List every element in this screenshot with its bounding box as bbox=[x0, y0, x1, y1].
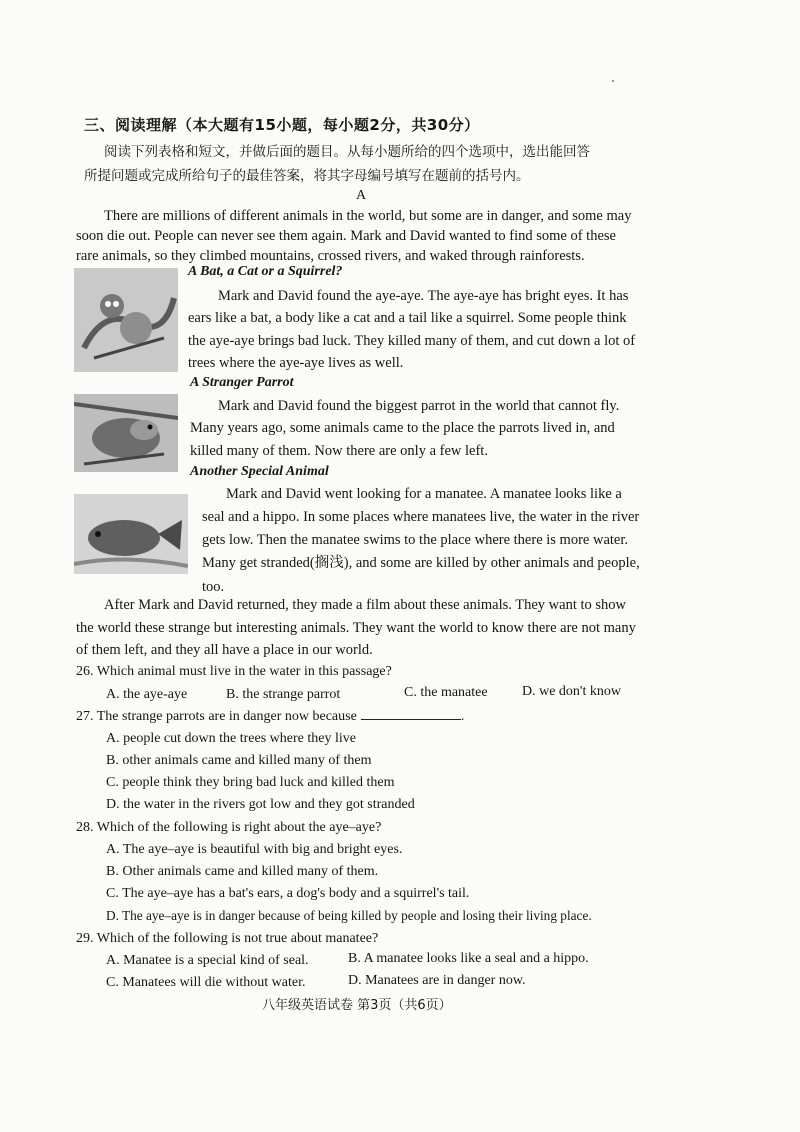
section-3-line-2: seal and a hippo. In some places where manatees live, the water in the river bbox=[202, 509, 640, 525]
question-26-stem: 26. Which animal must live in the water in this passage? bbox=[76, 664, 392, 679]
section-1-line-3: the aye-aye brings bad luck. They killed many of them, and cut down a lot of bbox=[188, 333, 636, 349]
question-26-option-c: C. the manatee bbox=[404, 685, 488, 700]
manatee-image bbox=[74, 494, 188, 574]
conclusion-line-3: of them left, and they all have a place in our world. bbox=[76, 642, 373, 658]
section-3-line-3: gets low. Then the manatee swims to the place where there is more water. bbox=[202, 532, 628, 548]
question-29-option-a: A. Manatee is a special kind of seal. bbox=[106, 953, 309, 968]
question-26-option-b: B. the strange parrot bbox=[226, 687, 341, 702]
scan-speck bbox=[612, 80, 614, 82]
intro-line-2: soon die out. People can never see them again. Mark and David wanted to find some of these bbox=[76, 228, 616, 244]
passage-label: A bbox=[356, 188, 367, 203]
question-27-stem-end: . bbox=[460, 709, 465, 724]
question-27-stem-text: 27. The strange parrots are in danger now because bbox=[76, 709, 357, 724]
intro-line-1: There are millions of different animals in the world, but some are in danger, and some may bbox=[104, 208, 632, 224]
question-29-option-c: C. Manatees will die without water. bbox=[106, 975, 306, 990]
question-26-option-a: A. the aye-aye bbox=[106, 687, 188, 702]
question-27-stem bbox=[76, 709, 464, 725]
section-3-line-4: Many get stranded(搁浅), and some are killed by other animals and people, bbox=[202, 555, 640, 571]
answer-blank bbox=[361, 709, 461, 720]
section-3-line-1: Mark and David went looking for a manatee. A manatee looks like a bbox=[226, 486, 622, 502]
section-2-line-2: Many years ago, some animals came to the place the parrots lived in, and bbox=[190, 420, 615, 436]
question-27-option-a: A. people cut down the trees where they live bbox=[106, 731, 356, 746]
conclusion-line-2: the world these strange but interesting animals. They want the world to know there are not many bbox=[76, 620, 636, 636]
section-1-line-4: trees where the aye-aye lives as well. bbox=[188, 355, 404, 371]
section-2-line-3: killed many of them. Now there are only a few left. bbox=[190, 443, 488, 459]
question-28-option-a: A. The aye–aye is beautiful with big and bright eyes. bbox=[106, 842, 403, 857]
section-2-title: A Stranger Parrot bbox=[190, 375, 294, 390]
question-28-option-d: D. The aye–aye is in danger because of being killed by people and losing their living place. bbox=[106, 908, 592, 923]
question-26-option-d: D. we don't know bbox=[522, 684, 621, 699]
section-1-line-2: ears like a bat, a body like a cat and a tail like a squirrel. Some people think bbox=[188, 310, 627, 326]
page-footer: 八年级英语试卷 第3页（共6页） bbox=[262, 998, 452, 1013]
question-28-option-b: B. Other animals came and killed many of them. bbox=[106, 864, 379, 879]
question-27-option-c: C. people think they bring bad luck and killed them bbox=[106, 775, 395, 790]
instruction-line-2: 所提问题或完成所给句子的最佳答案，将其字母编号填写在题前的括号内。 bbox=[84, 168, 530, 184]
aye-aye-image bbox=[74, 268, 178, 372]
section-1-title: A Bat, a Cat or a Squirrel? bbox=[188, 264, 343, 279]
question-28-option-c: C. The aye–aye has a bat's ears, a dog's body and a squirrel's tail. bbox=[106, 886, 470, 901]
instruction-line-1: 阅读下列表格和短文，并做后面的题目。从每小题所给的四个选项中，选出能回答 bbox=[104, 144, 590, 160]
section-title: 三、阅读理解（本大题有15小题，每小题2分，共30分） bbox=[84, 116, 480, 134]
question-27-option-d: D. the water in the rivers got low and they got stranded bbox=[106, 797, 415, 812]
parrot-image bbox=[74, 394, 178, 472]
conclusion-line-1: After Mark and David returned, they made a film about these animals. They want to show bbox=[104, 597, 626, 613]
question-28-stem: 28. Which of the following is right about the aye–aye? bbox=[76, 820, 382, 835]
section-1-line-1: Mark and David found the aye-aye. The aye-aye has bright eyes. It has bbox=[218, 288, 629, 304]
section-3-title: Another Special Animal bbox=[190, 464, 329, 479]
question-27-option-b: B. other animals came and killed many of them bbox=[106, 753, 372, 768]
section-2-line-1: Mark and David found the biggest parrot in the world that cannot fly. bbox=[218, 398, 620, 414]
section-3-line-5: too. bbox=[202, 579, 225, 595]
question-29-option-b: B. A manatee looks like a seal and a hippo. bbox=[348, 951, 589, 966]
question-29-stem: 29. Which of the following is not true about manatee? bbox=[76, 931, 379, 946]
intro-line-3: rare animals, so they climbed mountains, crossed rivers, and waked through rainforests. bbox=[76, 248, 585, 264]
question-29-option-d: D. Manatees are in danger now. bbox=[348, 973, 526, 988]
